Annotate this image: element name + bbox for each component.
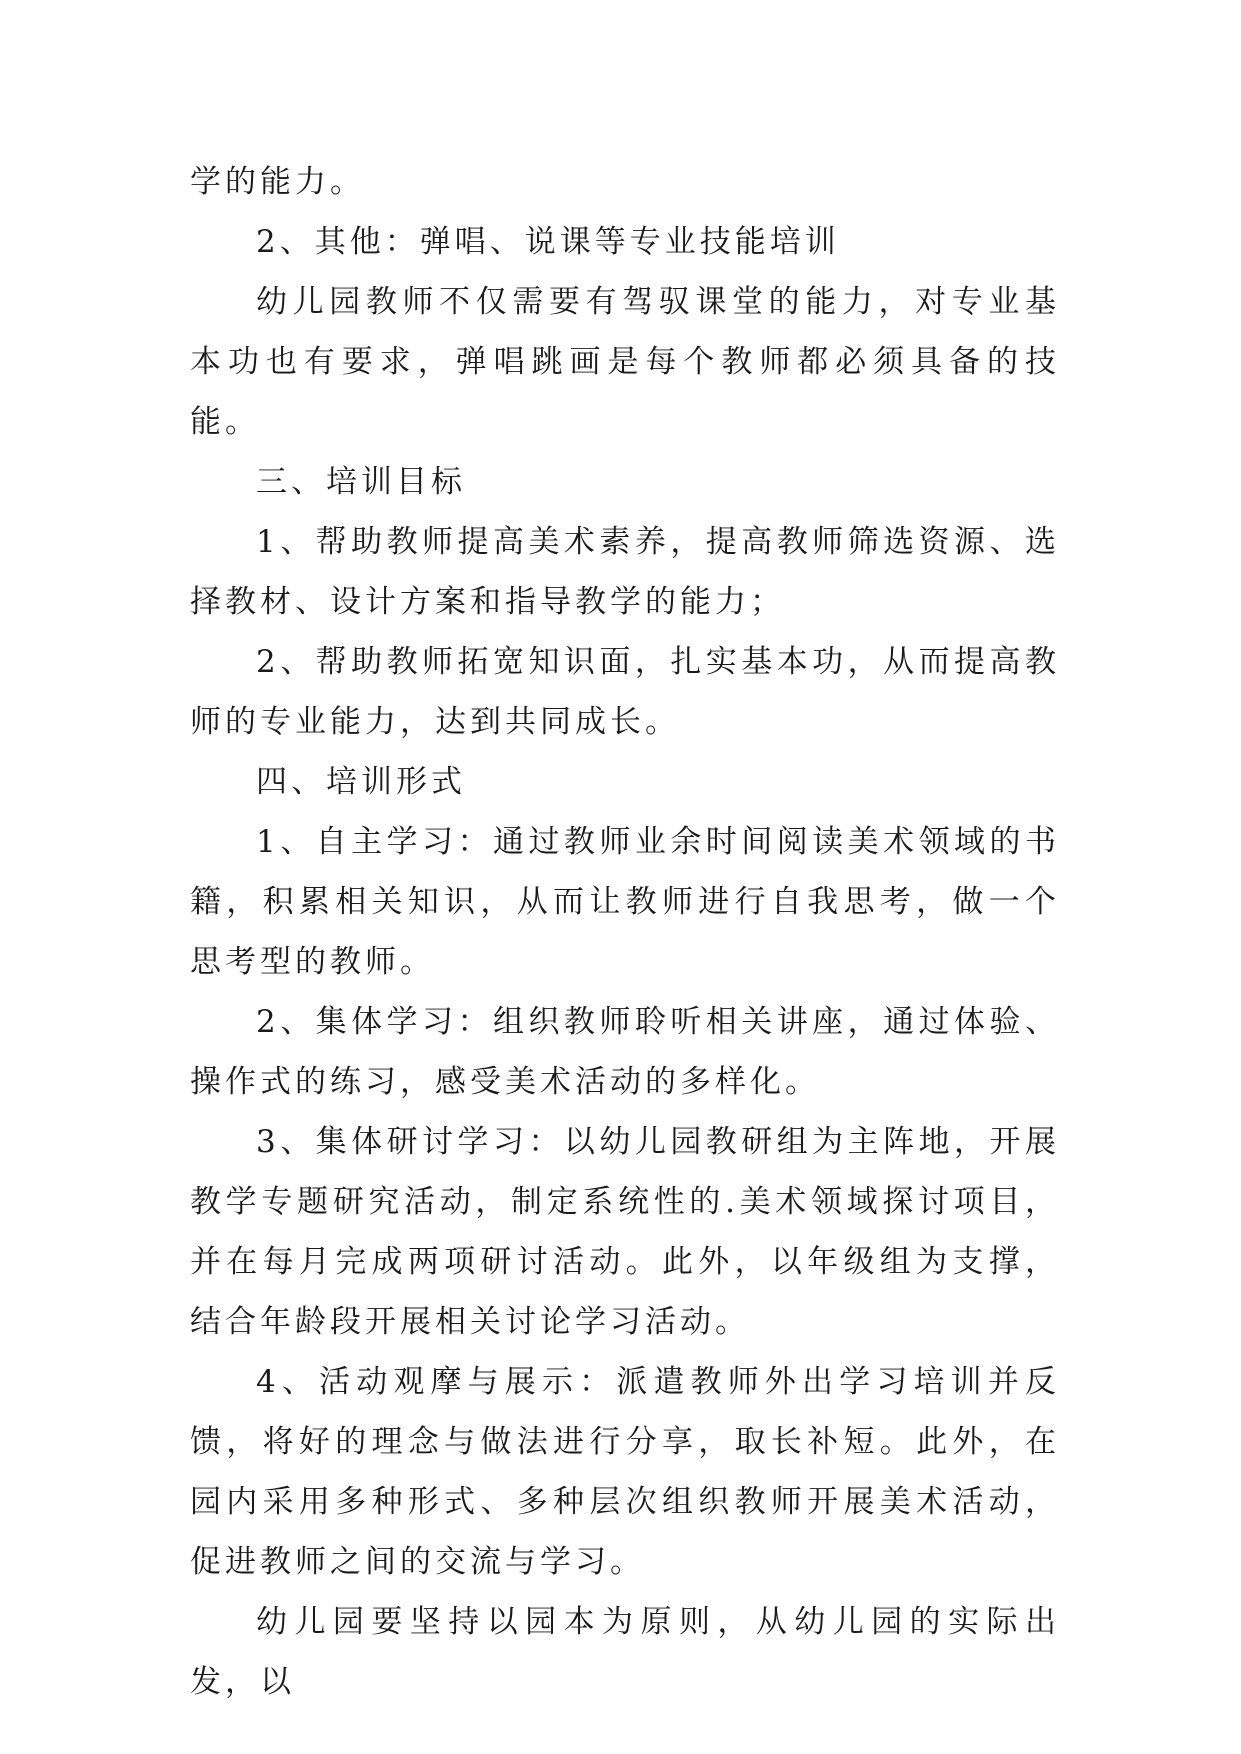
- paragraph-continuation: 学的能力。: [190, 164, 365, 200]
- document-body: [190, 152, 1060, 1712]
- list-item-other-skills: 2、其他：弹唱、说课等专业技能培训: [256, 224, 840, 260]
- section-heading-forms: 四、培训形式: [256, 764, 466, 800]
- list-item-goal-2: 2、帮助教师拓宽知识面，扎实基本功，从而提高教师的专业能力，达到共同成长。: [190, 644, 1060, 740]
- list-item-form-2: 2、集体学习：组织教师聆听相关讲座，通过体验、操作式的练习，感受美术活动的多样化。: [190, 1004, 1060, 1100]
- list-item-form-4: 4、活动观摩与展示：派遣教师外出学习培训并反馈，将好的理念与做法进行分享，取长补短。此外，在园内采用多种形式、多种层次组织教师开展美术活动，促进教师之间的交流与学习。: [190, 1364, 1060, 1580]
- list-item-form-1: 1、自主学习：通过教师业余时间阅读美术领域的书籍，积累相关知识，从而让教师进行自我思考，做一个思考型的教师。: [190, 824, 1060, 980]
- list-item-form-3: 3、集体研讨学习：以幼儿园教研组为主阵地，开展教学专题研究活动，制定系统性的.美术领域探讨项目，并在每月完成两项研讨活动。此外，以年级组为支撑，结合年龄段开展相关讨论学习活动。: [190, 1124, 1060, 1340]
- section-heading-goals: 三、培训目标: [256, 464, 466, 500]
- paragraph-principle: 幼儿园要坚持以园本为原则，从幼儿园的实际出发，以: [190, 1604, 1060, 1700]
- paragraph-skills-requirement: 幼儿园教师不仅需要有驾驭课堂的能力，对专业基本功也有要求，弹唱跳画是每个教师都必须具备的技能。: [190, 284, 1060, 440]
- list-item-goal-1: 1、帮助教师提高美术素养，提高教师筛选资源、选择教材、设计方案和指导教学的能力；: [190, 524, 1060, 620]
